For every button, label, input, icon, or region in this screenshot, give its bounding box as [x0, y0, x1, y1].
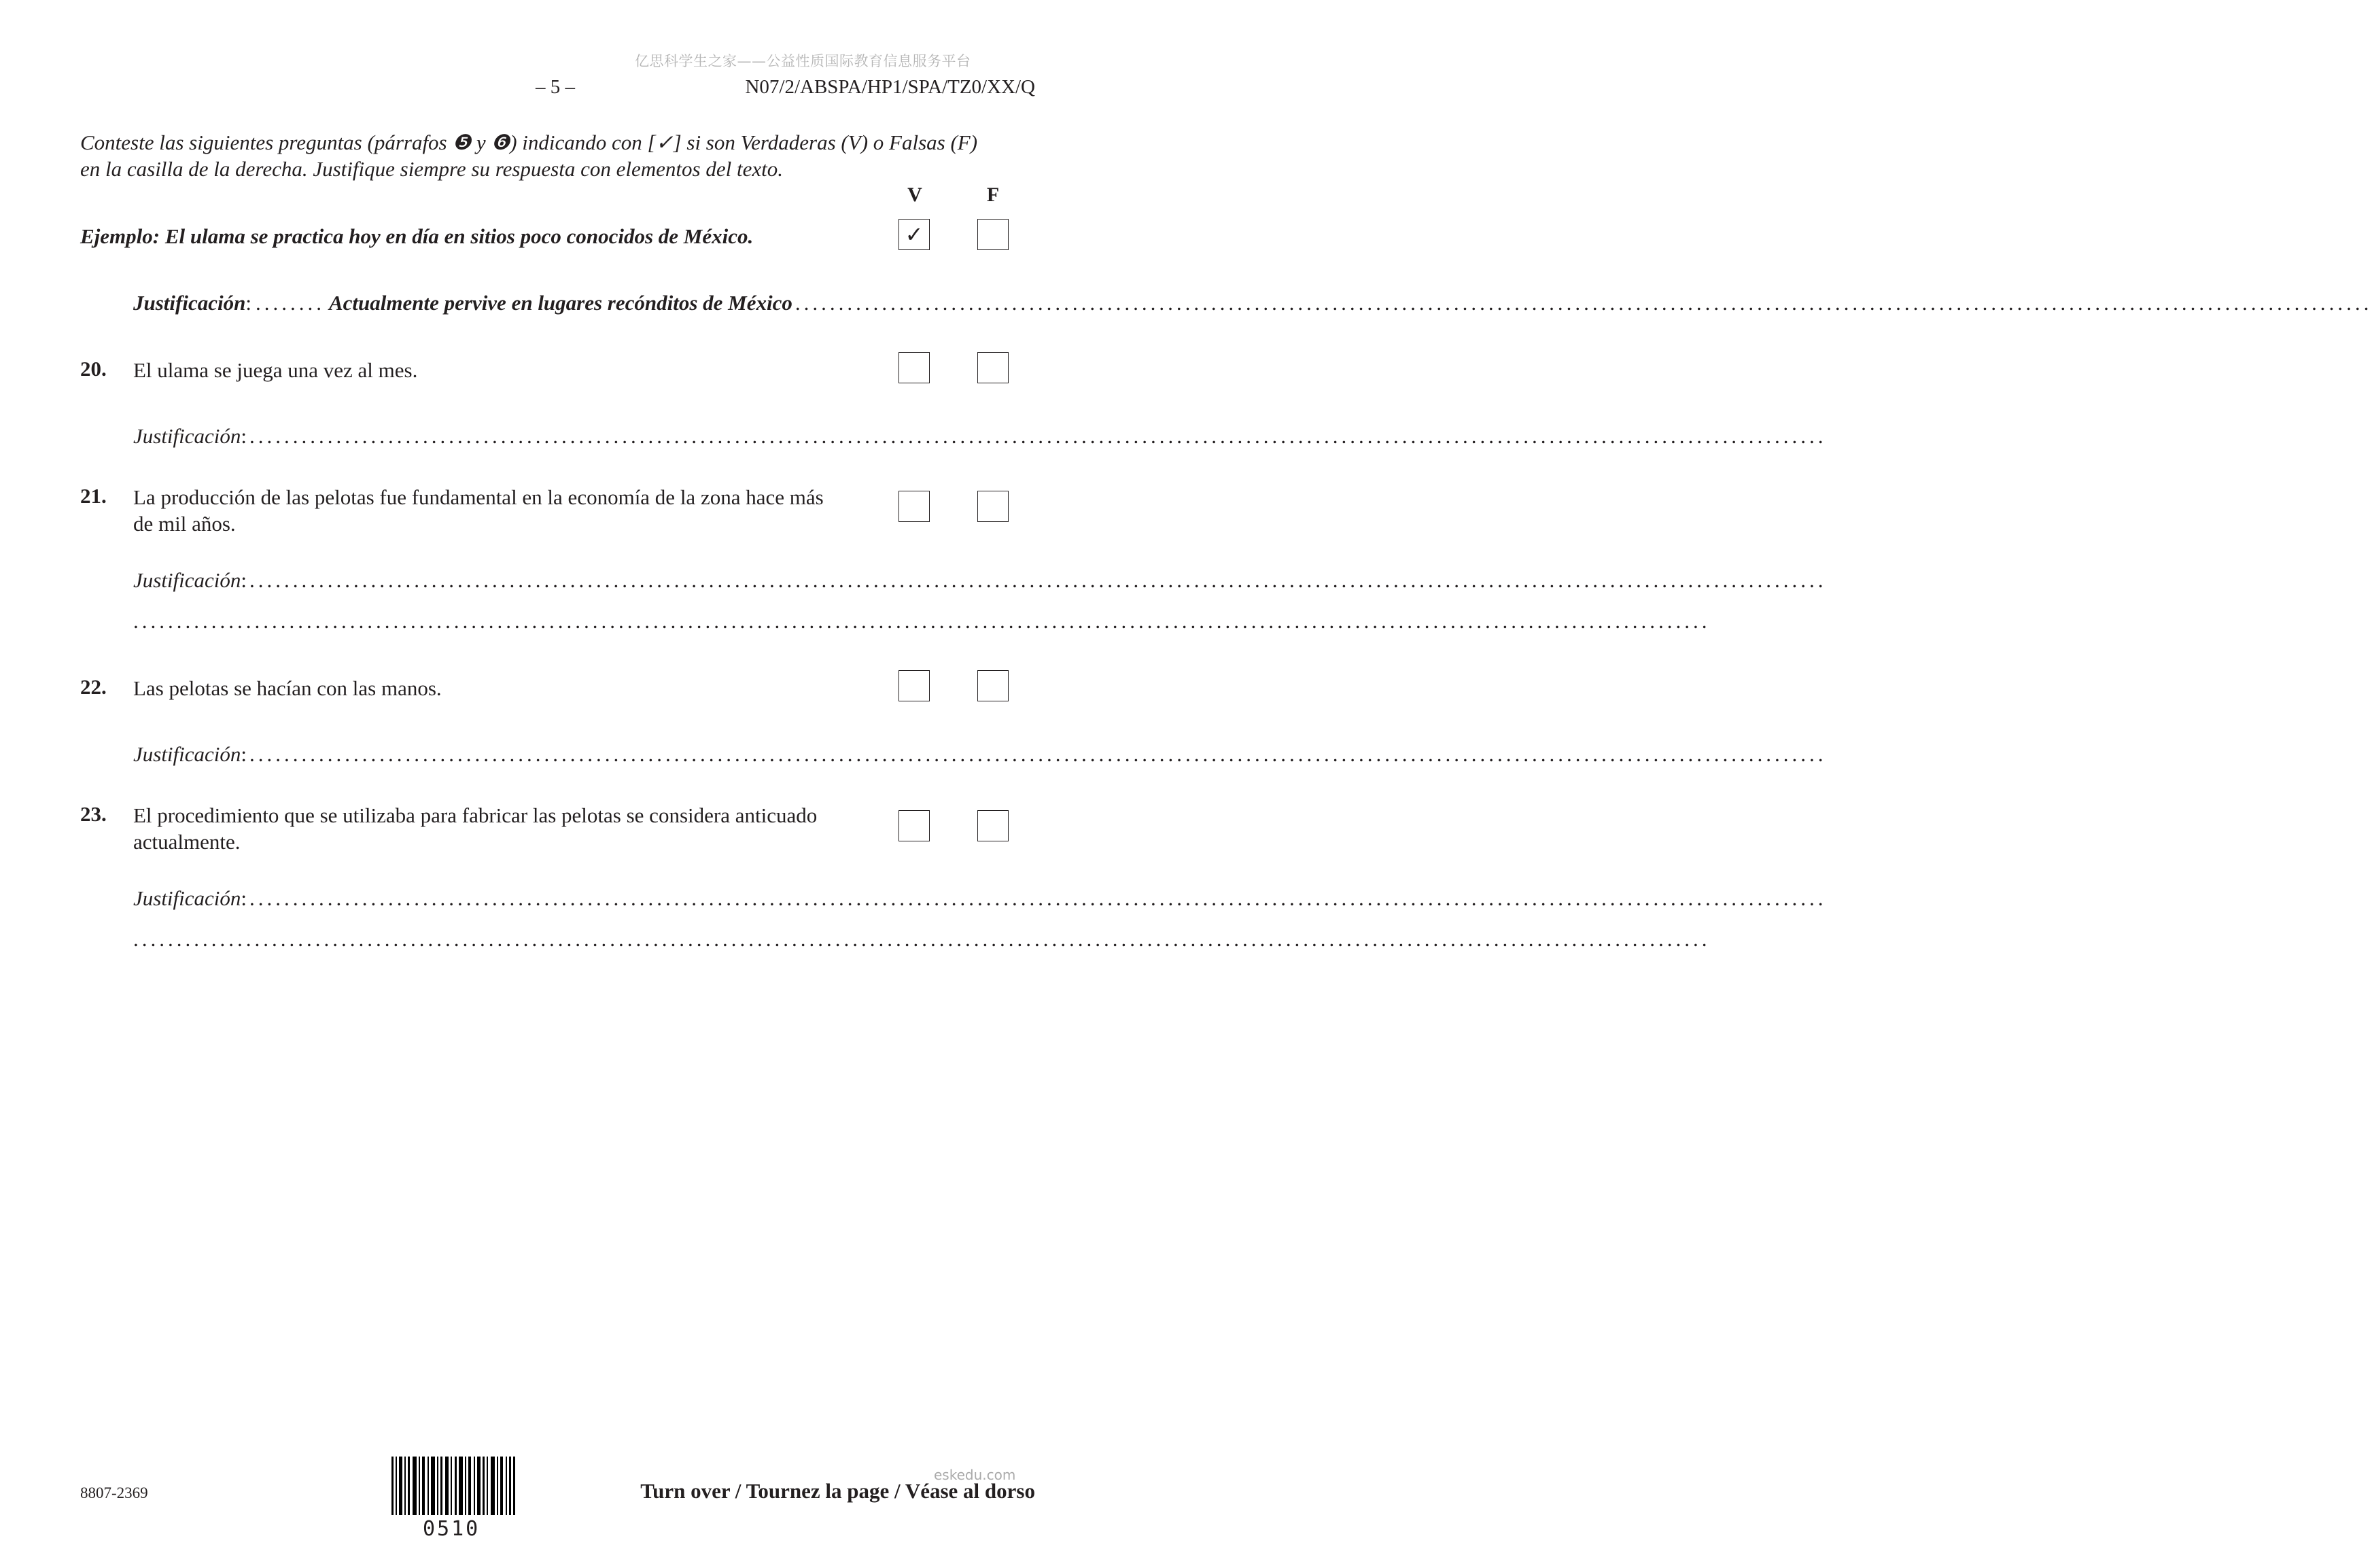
turn-over-text: Turn over / Tournez la page / Véase al dorso	[640, 1479, 1035, 1503]
question-line-1: La producción de las pelotas fue fundamental en la economía de la zona hace más	[133, 485, 824, 509]
dots	[249, 424, 1827, 449]
question-line-2: actualmente.	[133, 830, 241, 854]
example-f-checkbox[interactable]	[977, 219, 1009, 250]
question-line-1: El procedimiento que se utilizaba para fabricar las pelotas se considera anticuado	[133, 803, 818, 827]
barcode-number: 0510	[423, 1517, 481, 1541]
instructions-line-1: Conteste las siguientes preguntas (párrafos ❺ y ❻) indicando con [✓] si son Verdaderas (V) o Falsas (F)	[80, 130, 978, 154]
question-22-justification[interactable]: Justificación : .....	[133, 742, 1039, 767]
question-23-justification[interactable]: Justificación : .....	[133, 886, 1039, 911]
header-watermark: 亿思科学生之家——公益性质国际教育信息服务平台	[635, 53, 971, 69]
question-20-f-checkbox[interactable]	[977, 352, 1009, 383]
instructions	[80, 129, 1039, 182]
page-number: – 5 –	[536, 76, 575, 98]
question-number: 20.	[80, 357, 107, 381]
justification-label: Justificación	[133, 568, 241, 592]
justification-label: Justificación	[133, 886, 241, 910]
question-number: 21.	[80, 484, 107, 508]
justification-label: Justificación	[133, 424, 241, 448]
question-text	[133, 675, 881, 701]
site-watermark: eskedu.com	[934, 1467, 1016, 1483]
question-22-v-checkbox[interactable]	[899, 670, 930, 701]
check-mark-icon: ✓	[905, 222, 924, 247]
column-header-v: V	[907, 184, 922, 206]
example-v-checkbox[interactable]	[899, 219, 930, 250]
answer-line[interactable]: ......................................................................................................................................................................................	[133, 609, 1711, 633]
dots	[795, 291, 2372, 315]
dots	[249, 742, 1827, 767]
question-line-1: El ulama se juega una vez al mes.	[133, 358, 418, 382]
question-23-v-checkbox[interactable]	[899, 810, 930, 841]
question-21-v-checkbox[interactable]	[899, 491, 930, 522]
dots: ........	[255, 291, 325, 315]
question-text	[133, 802, 881, 855]
question-number: 23.	[80, 802, 107, 826]
question-20-v-checkbox[interactable]	[899, 352, 930, 383]
example-statement: Ejemplo: El ulama se practica hoy en día en sitios poco conocidos de México.	[80, 224, 754, 248]
paper-code: N07/2/ABSPA/HP1/SPA/TZ0/XX/Q	[745, 76, 1035, 98]
justification-label: Justificación	[133, 291, 246, 315]
question-line-2: de mil años.	[133, 512, 236, 536]
dots	[249, 568, 1827, 593]
question-text	[133, 484, 881, 537]
exam-code: 8807-2369	[80, 1484, 148, 1501]
instructions-line-2: en la casilla de la derecha. Justifique siempre su respuesta con elementos del texto.	[80, 157, 783, 181]
justification-label: Justificación	[133, 742, 241, 766]
question-text	[133, 357, 881, 383]
barcode	[391, 1457, 515, 1515]
example-justification-answer: Actualmente pervive en lugares recónditos de México	[328, 291, 792, 315]
question-number: 22.	[80, 675, 107, 699]
question-23-f-checkbox[interactable]	[977, 810, 1009, 841]
question-20-justification[interactable]: Justificación : .....	[133, 424, 1039, 449]
answer-line[interactable]: ......................................................................................................................................................................................	[133, 927, 1711, 951]
dots	[249, 886, 1827, 911]
question-line-1: Las pelotas se hacían con las manos.	[133, 676, 442, 700]
question-21-f-checkbox[interactable]	[977, 491, 1009, 522]
column-header-f: F	[986, 184, 1000, 206]
example-justification: Justificación : ........ Actualmente pervive en lugares recónditos de México .....	[133, 291, 1039, 315]
question-21-justification[interactable]: Justificación : .....	[133, 568, 1039, 593]
question-22-f-checkbox[interactable]	[977, 670, 1009, 701]
